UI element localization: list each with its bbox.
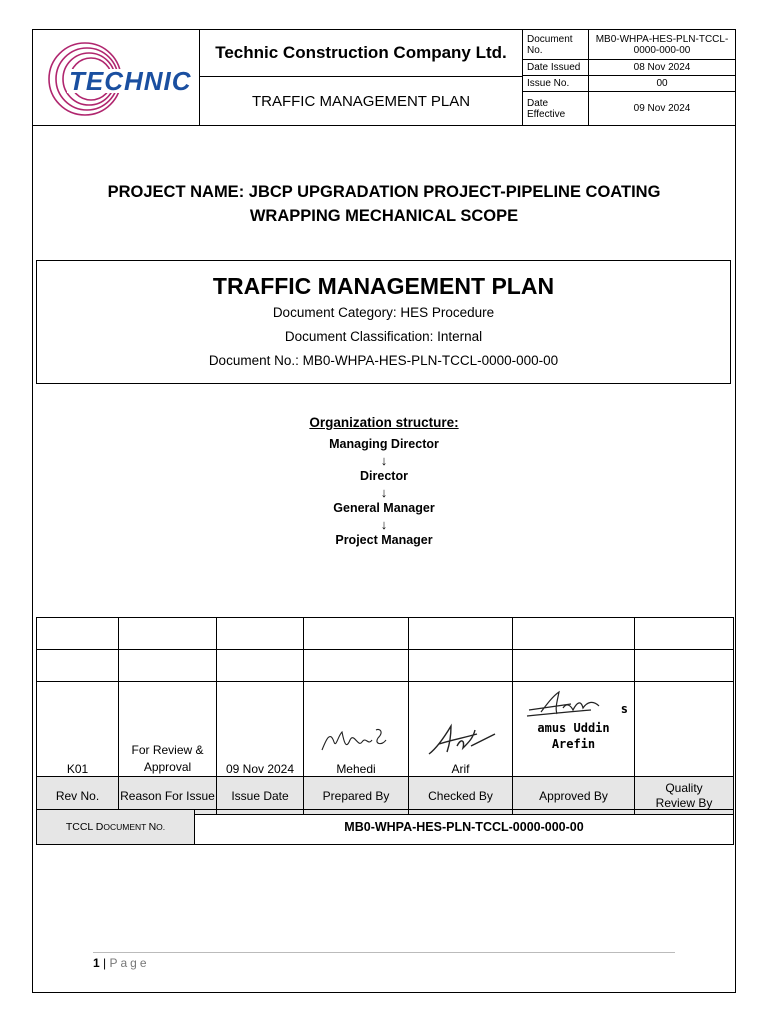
footer-divider bbox=[93, 952, 675, 953]
meta-value: 08 Nov 2024 bbox=[633, 62, 691, 73]
meta-key: Document No. bbox=[523, 30, 589, 59]
down-arrow-icon: ↓ bbox=[380, 453, 388, 468]
down-arrow-icon: ↓ bbox=[380, 485, 388, 500]
label-reason: Reason For Issue bbox=[119, 777, 217, 815]
document-number-table bbox=[36, 809, 734, 845]
meta-row-date-effective bbox=[523, 92, 735, 125]
organization-structure bbox=[33, 415, 735, 549]
document-page bbox=[32, 29, 736, 993]
logo-cell bbox=[33, 30, 200, 125]
label-approved-by: Approved By bbox=[513, 777, 635, 815]
org-item: Managing Director bbox=[329, 437, 439, 451]
label-prepared-by: Prepared By bbox=[304, 777, 409, 815]
table-row bbox=[37, 650, 734, 682]
document-meta-table bbox=[523, 30, 735, 125]
document-title: TRAFFIC MANAGEMENT PLAN bbox=[212, 273, 555, 299]
revision-table bbox=[36, 617, 734, 815]
org-item: General Manager bbox=[333, 501, 435, 515]
approved-by-cell bbox=[513, 682, 635, 777]
page-number: 1 bbox=[93, 956, 100, 970]
signature-arefin bbox=[523, 690, 619, 720]
document-classification: Document Classification: Internal bbox=[284, 329, 483, 344]
meta-key: Date Effective bbox=[523, 92, 589, 125]
header-plan-title: TRAFFIC MANAGEMENT PLAN bbox=[200, 77, 523, 125]
document-number: Document No.: MB0-WHPA-HES-PLN-TCCL-0000-000-00 bbox=[208, 353, 559, 368]
org-heading: Organization structure: bbox=[309, 415, 459, 430]
meta-key: Issue No. bbox=[523, 76, 589, 91]
logo-text: TECHNIC bbox=[69, 66, 192, 96]
prepared-by-cell bbox=[304, 682, 409, 777]
meta-key: Date Issued bbox=[523, 60, 589, 75]
label-checked-by: Checked By bbox=[409, 777, 513, 815]
approved-by-name: amus Uddin Arefin bbox=[537, 721, 610, 751]
document-header bbox=[33, 30, 735, 126]
meta-value: 09 Nov 2024 bbox=[633, 103, 691, 114]
document-category: Document Category: HES Procedure bbox=[272, 305, 495, 320]
quality-review-cell bbox=[635, 682, 734, 777]
meta-value: 00 bbox=[656, 78, 668, 89]
title-box bbox=[36, 260, 731, 384]
revision-row bbox=[37, 682, 734, 777]
signature-arif bbox=[421, 720, 501, 760]
checked-by-name: Arif bbox=[451, 762, 470, 776]
meta-row-issue-no bbox=[523, 76, 735, 92]
project-name-line1: PROJECT NAME: JBCP UPGRADATION PROJECT-PIPELINE COATING bbox=[107, 183, 661, 201]
technic-logo bbox=[37, 33, 197, 123]
org-item: Director bbox=[360, 469, 408, 483]
company-name: Technic Construction Company Ltd. bbox=[200, 30, 523, 77]
page-footer bbox=[93, 956, 150, 970]
meta-row-document-no bbox=[523, 30, 735, 60]
signature-mehedi bbox=[316, 722, 396, 758]
rev-no: K01 bbox=[37, 682, 119, 777]
label-rev-no: Rev No. bbox=[37, 777, 119, 815]
signature-suffix: s bbox=[620, 702, 628, 716]
page-label: Page bbox=[109, 956, 150, 970]
down-arrow-icon: ↓ bbox=[380, 517, 388, 532]
project-name bbox=[33, 180, 735, 228]
meta-row-date-issued bbox=[523, 60, 735, 76]
meta-value: MB0-WHPA-HES-PLN-TCCL-0000-000-00 bbox=[595, 33, 729, 56]
tccl-document-no-value: MB0-WHPA-HES-PLN-TCCL-0000-000-00 bbox=[195, 810, 734, 845]
tccl-document-no-label: TCCL DOCUMENT NO. bbox=[37, 810, 195, 845]
table-row bbox=[37, 618, 734, 650]
label-issue-date: Issue Date bbox=[217, 777, 304, 815]
table-row bbox=[37, 810, 734, 845]
page-separator: | bbox=[103, 956, 107, 970]
checked-by-cell bbox=[409, 682, 513, 777]
org-item: Project Manager bbox=[335, 533, 433, 547]
project-name-line2: WRAPPING MECHANICAL SCOPE bbox=[249, 207, 519, 225]
prepared-by-name: Mehedi bbox=[336, 762, 376, 776]
reason-for-issue: For Review & Approval bbox=[119, 682, 217, 777]
label-quality-review: Quality Review By bbox=[635, 777, 734, 815]
issue-date: 09 Nov 2024 bbox=[217, 682, 304, 777]
